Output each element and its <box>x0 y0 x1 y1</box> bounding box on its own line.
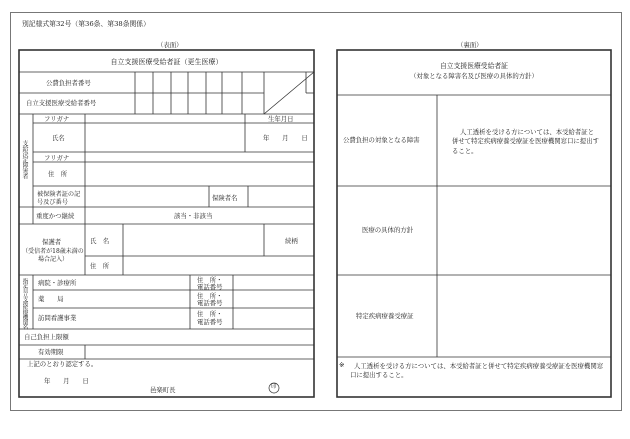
form-number: 別記様式第32号（第36条、第38条関係） <box>22 20 150 28</box>
certify-text: 上記のとおり認定する。 <box>27 360 98 368</box>
dob-date-blank: 年 月 日 <box>263 134 308 142</box>
guardian-name-label: 氏 名 <box>90 237 110 245</box>
guardian-label: 保護者 <box>42 238 62 246</box>
nursing-addr-label: 住 所・ <box>197 310 223 318</box>
name-label: 氏名 <box>52 134 65 142</box>
furigana-2: フリガナ <box>44 154 70 162</box>
address-label: 住 所 <box>48 170 68 178</box>
pharmacy-addr-label: 住 所・ <box>197 292 223 300</box>
front-title: 自立支援医療受給者証（更生医療） <box>110 58 223 66</box>
public-payer-no-label: 公費負担者番号 <box>46 79 91 87</box>
recipient-group-label: 支給決定障害者 <box>21 140 28 179</box>
seal-mark: 印 <box>271 384 277 390</box>
note-mark: ※ <box>339 361 345 369</box>
mayor-label: 邑楽町長 <box>150 386 176 394</box>
disability-text: 人工透析を受ける方については、本受給者証と併せて特定疾病療養受療証を医療機関窓口に提出すること。 <box>452 128 599 155</box>
nursing-phone-label: 電話番号 <box>197 318 223 326</box>
back-side-label: （裏面） <box>457 41 483 49</box>
furigana-1: フリガナ <box>44 115 70 123</box>
specific-disease-label: 特定疾病療養受療証 <box>356 312 414 320</box>
policy-label: 医療の具体的方針 <box>362 226 414 234</box>
guardian-address-label: 住 所 <box>90 262 110 270</box>
guardian-note: （受信者が18歳未満の場合記入） <box>22 248 84 263</box>
hospital-phone-label: 電話番号 <box>197 283 223 291</box>
hospital-label: 病院・診療所 <box>38 279 77 287</box>
pharmacy-phone-label: 電話番号 <box>197 299 223 307</box>
designated-institution-label: 指定自立支援医療機関名 <box>21 278 28 329</box>
recipient-no-label: 自立支援医療受給者番号 <box>26 99 97 107</box>
insurer-name-label: 保険者名 <box>212 194 238 202</box>
applicable-value: 該当・非該当 <box>174 212 213 220</box>
pharmacy-label: 薬 局 <box>38 295 64 303</box>
back-subtitle: （対象となる障害名及び医療の具体的方針） <box>410 72 538 80</box>
certify-date-blank: 年 月 日 <box>44 377 89 385</box>
guardian-relation-label: 続柄 <box>285 237 298 245</box>
disability-label: 公費負担の対象となる障害 <box>343 136 420 144</box>
copay-limit-label: 自己負担上限額 <box>24 333 69 341</box>
front-side-label: （表面） <box>157 41 183 49</box>
back-note: 人工透析を受ける方については、本受給者証と併せて特定疾病療養受療証を医療機関窓口に提出すること。 <box>350 362 604 380</box>
validity-label: 有効期限 <box>38 348 64 356</box>
dob-label: 生年月日 <box>268 115 294 123</box>
back-title: 自立支援医療受給者証 <box>440 62 508 70</box>
severe-continuous-label: 重度かつ継続 <box>36 212 75 220</box>
insurance-no-label: 被保険者証の記号及び番号 <box>37 191 81 207</box>
hospital-addr-label: 住 所・ <box>197 276 223 284</box>
nursing-label: 訪問看護事業 <box>38 314 77 322</box>
